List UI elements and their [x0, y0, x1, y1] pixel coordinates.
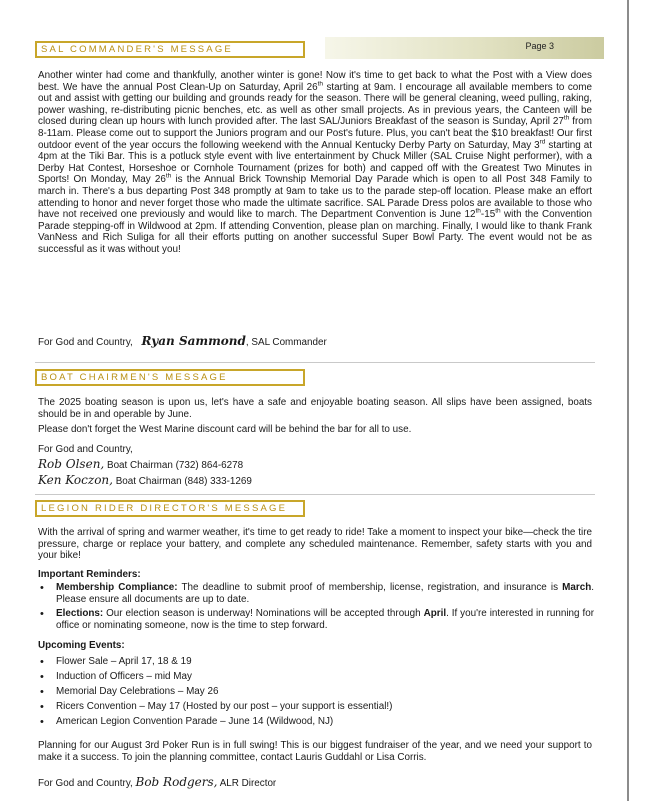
list-item: • Memorial Day Celebrations – May 26: [38, 686, 594, 698]
rider-heading-text: LEGION RIDER DIRECTOR'S MESSAGE: [41, 503, 288, 514]
reminder-bold: April: [423, 608, 447, 619]
commander-title: , SAL Commander: [245, 337, 327, 348]
reminders-label: Important Reminders:: [38, 569, 141, 580]
boat-chair-1: [38, 458, 243, 472]
list-item: [38, 608, 594, 632]
boat-signature-1: Rob Olsen,: [38, 457, 105, 471]
rider-title: ALR Director: [217, 778, 277, 789]
reminder-text: Our election season is underway! Nominations will be accepted through: [103, 608, 424, 619]
boat-section-heading: [35, 369, 305, 386]
boat-chair-2: [38, 474, 252, 488]
commander-text-e: is the Annual Brick Township Memorial Day Parade which is open to all Post 348 Family to march in. There's a bus departing Post 348 promptly at 9am to take us to the parade step-off location. Please make an effort attending to honor and never forget those who made the ultimate sacrifice. SAL Parade Dress polos are available to those who have not received one previously and would like to march. The Department Convention is June 12: [38, 174, 592, 221]
rider-intro: With the arrival of spring and warmer weather, it's time to get ready to ride! Take a moment to inspect your bike—check the tire pressure, charge or replace your battery, and complete any scheduled maintenance. Remember, safety starts with you and your bike!: [38, 527, 592, 562]
section-divider: [35, 494, 595, 495]
list-item: [38, 582, 594, 606]
commander-message-body: [38, 70, 592, 256]
commander-text-g: with the Convention Parade stepping-off in Wildwood at 2pm. If attending Convention, please plan on marching. Finally, I would like to thank Frank VanNess and Rich Suliga for all their efforts putting on another successful Super Bowl Party. The event would not be as successful as it was without you!: [38, 209, 593, 255]
commander-text-c: from 8-11am. Please come out to support the Juniors program and our Post's future. Plus, you can't beat the $10 breakfast! Our first outdoor event of the year occurs the following weekend with the Annual Kentucky Derby Party on Saturday, May 3: [38, 116, 592, 151]
reminder-text: The deadline to submit proof of membership, license, registration, and insurance is: [177, 582, 563, 593]
sup-b: th: [563, 115, 570, 123]
sup-d: th: [165, 173, 172, 181]
commander-heading-text: SAL COMMANDER'S MESSAGE: [41, 44, 233, 55]
commander-text-f: -15: [480, 209, 496, 221]
boat-info-1: Boat Chairman (732) 864-6278: [104, 460, 244, 471]
commander-text-d: starting at 4pm at the Tiki Bar. This is a potluck style event with live entertainment by Chuck Miller (SAL Cruise Night performer), with a Derby Hat Contest, Horseshoe or Cornhole Tournament (prizes for both) and capped off with the Greatest Two Minutes in Sports! On Monday, May 26: [38, 139, 593, 186]
commander-text-b: starting at 9am. I encourage all available members to come out and assist with getting our building and grounds ready for the season. There will be general cleaning, weed pulling, raking, power washing, re-distributing picnic benches, etc. as well as other small projects. As in previous years, the Canteen will be closed during clean up hours with lunch provided after. The last SAL/Juniors Breakfast of the season is Sunday, April 27: [38, 81, 592, 128]
rider-signoff: [38, 776, 276, 790]
section-divider: [35, 362, 595, 363]
sup-f: th: [495, 207, 501, 215]
list-item: • Ricers Convention – May 17 (Hosted by our post – your support is essential!): [38, 701, 594, 713]
page-number: Page 3: [525, 41, 554, 51]
reminder-bold: March: [562, 582, 592, 593]
list-item: • Induction of Officers – mid May: [38, 671, 594, 683]
commander-signoff: [38, 335, 327, 349]
boat-message-p1: The 2025 boating season is upon us, let's have a safe and enjoyable boating season. All slips have been assigned, boats should be in and operable by June.: [38, 397, 592, 420]
commander-text-a: Another winter had come and thankfully, another winter is gone! Now it's time to get back to what the Post with a View does best. We have the annual Post Clean-Up on Saturday, April 26: [38, 70, 592, 93]
boat-info-2: Boat Chairman (848) 333-1269: [112, 476, 252, 487]
boat-message-p2: Please don't forget the West Marine discount card will be behind the bar for all to use.: [38, 424, 412, 435]
sup-e: th: [475, 207, 481, 215]
boat-heading-text: BOAT CHAIRMEN'S MESSAGE: [41, 372, 228, 383]
list-item: • Flower Sale – April 17, 18 & 19: [38, 656, 594, 668]
commander-section-heading: [35, 41, 305, 58]
boat-closing: For God and Country,: [38, 444, 133, 455]
reminder-rest: . If you're interested in running for office or nominating someone, now is the time to step forward.: [56, 608, 594, 631]
page-right-border: [627, 0, 629, 801]
list-item: • American Legion Convention Parade – June 14 (Wildwood, NJ): [38, 716, 594, 728]
reminders-list: [38, 582, 594, 632]
rider-outro: Planning for our August 3rd Poker Run is in full swing! This is our biggest fundraiser of the year, and we need your support to make it a success. To join the planning committee, contact Lauris Guddahl or Lisa Corris.: [38, 740, 592, 763]
rider-closing: For God and Country,: [38, 778, 136, 789]
events-label: Upcoming Events:: [38, 640, 125, 651]
reminder-rest: . Please ensure all documents are up to date.: [56, 582, 594, 605]
reminder-label: Membership Compliance:: [56, 582, 178, 593]
reminder-label: Elections:: [56, 608, 104, 619]
rider-section-heading: [35, 500, 305, 517]
events-list: [38, 656, 594, 728]
rider-signature: Bob Rodgers,: [135, 775, 218, 789]
page-number-band: [325, 37, 604, 59]
sup-c: rd: [539, 138, 546, 146]
commander-signature: Ryan Sammond: [141, 334, 246, 348]
commander-closing: For God and Country,: [38, 337, 133, 348]
sup-a: th: [317, 80, 324, 88]
boat-signature-2: Ken Koczon,: [38, 473, 113, 487]
